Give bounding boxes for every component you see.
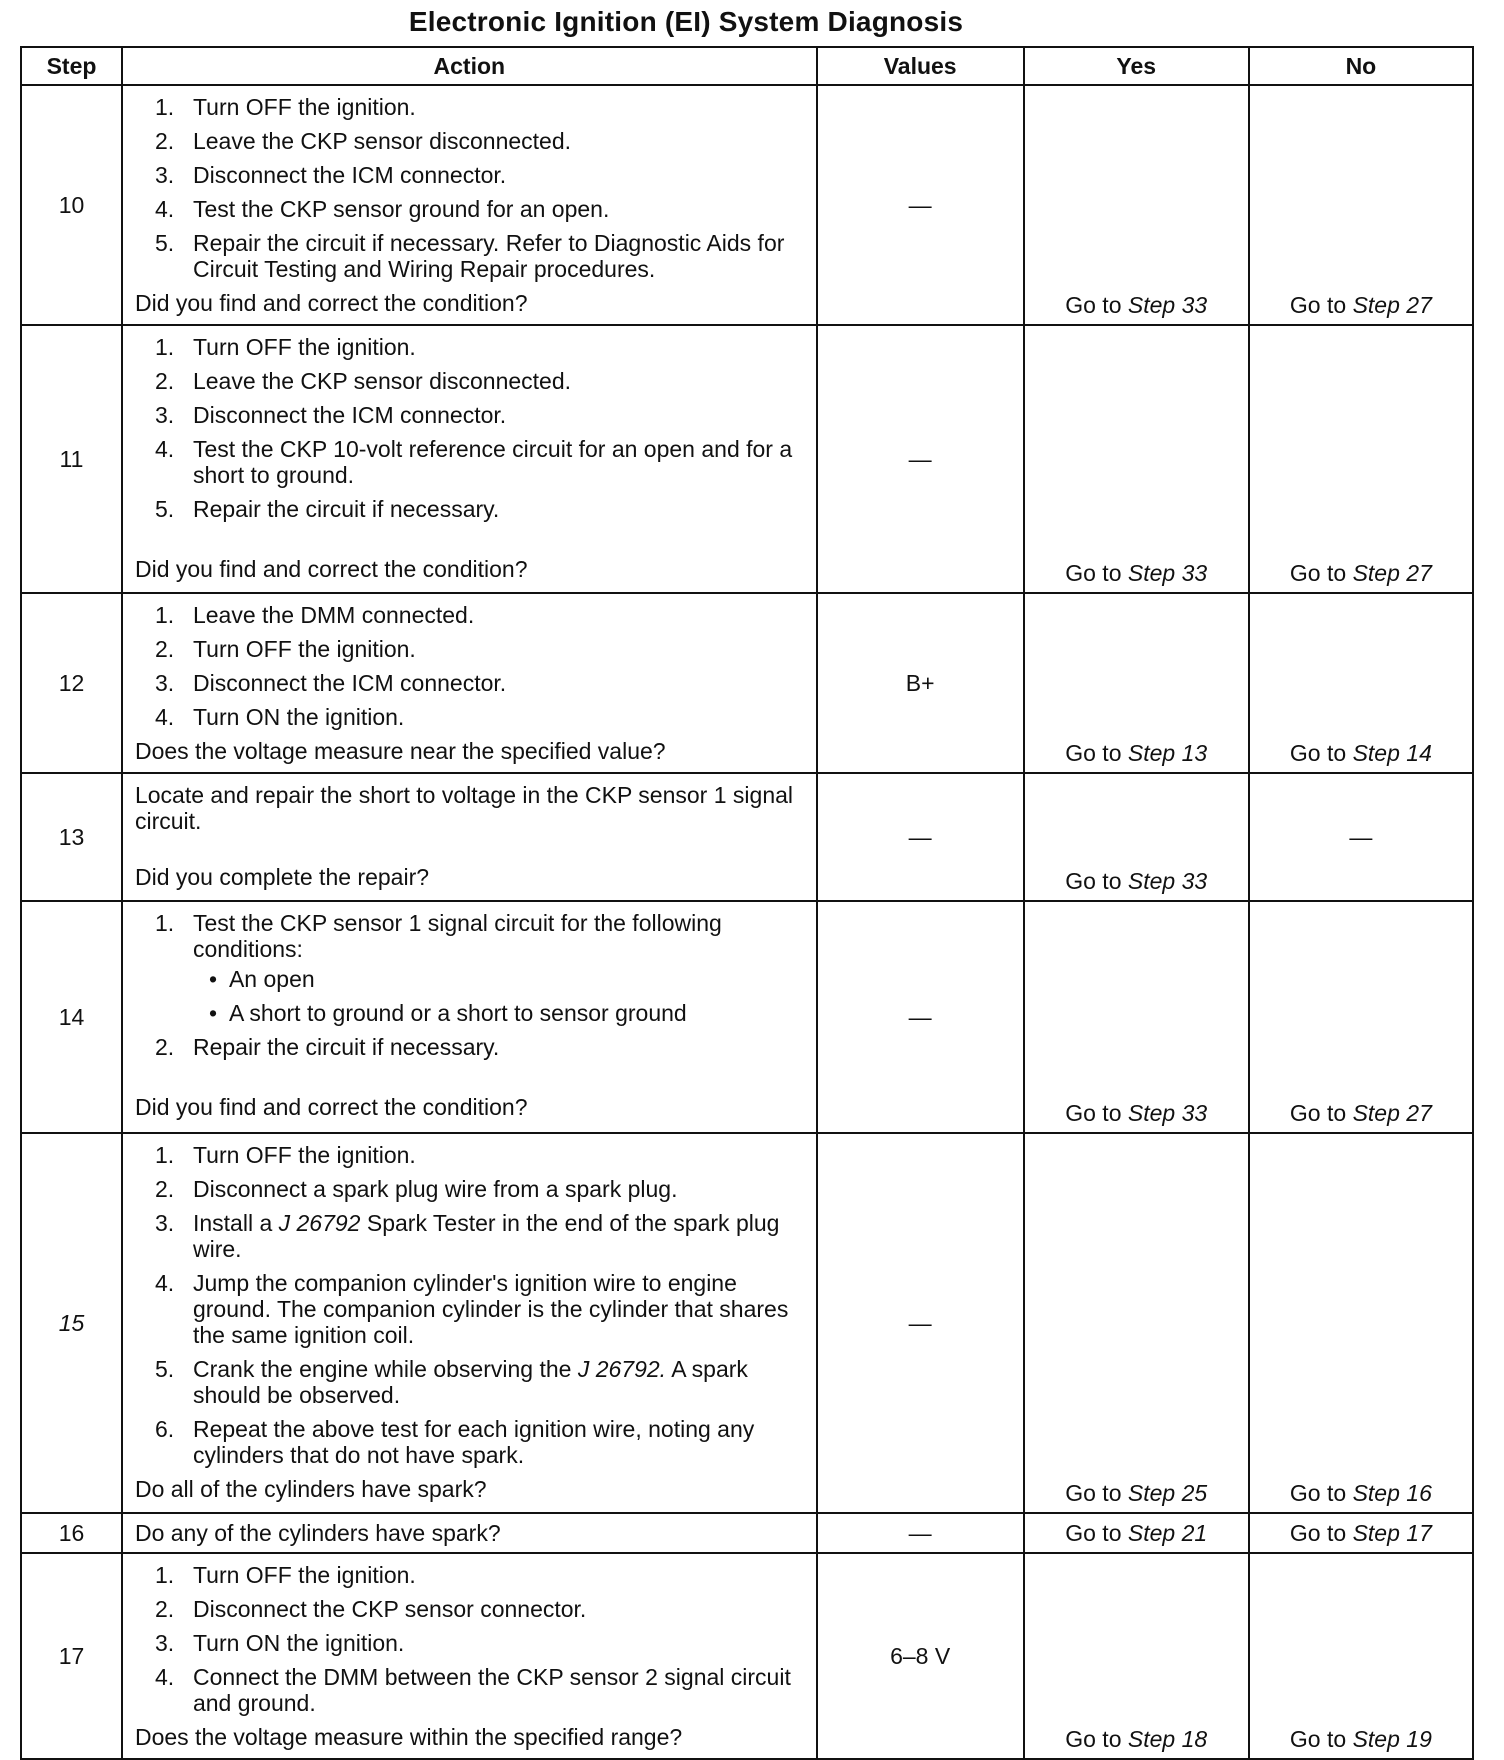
action-step: 2. Disconnect the CKP sensor connector. (154, 1596, 587, 1622)
action-cell (122, 1553, 817, 1759)
yes-step-ref: Step 33 (1127, 292, 1208, 318)
no-step-ref: Step 17 (1352, 1520, 1432, 1546)
header-values: Values (817, 47, 1024, 85)
yes-step-ref: Step 25 (1127, 1480, 1208, 1506)
no-step-ref: Step 14 (1352, 740, 1432, 766)
step-number: 15 (21, 1133, 122, 1513)
yes-cell: Go to Step 25 (1024, 1133, 1249, 1513)
action-question: Did you find and correct the condition? (134, 1094, 528, 1120)
table-row (21, 1553, 1473, 1759)
table-row (21, 1133, 1473, 1513)
yes-step-ref: Step 33 (1127, 560, 1208, 586)
action-question: Does the voltage measure within the specified range? (134, 1724, 683, 1750)
condition-item: • A short to ground or a short to sensor ground (208, 1000, 687, 1026)
action-steps (135, 602, 806, 730)
yes-step-ref: Step 13 (1127, 740, 1208, 766)
action-step: 4. Turn ON the ignition. (154, 704, 405, 730)
yes-cell: Go to Step 33 (1024, 773, 1249, 901)
action-cell (122, 1133, 817, 1513)
action-step: 5. Repair the circuit if necessary. (154, 496, 500, 522)
action-step: 3. Disconnect the ICM connector. (154, 402, 507, 428)
yes-cell: Go to Step 13 (1024, 593, 1249, 773)
yes-cell: Go to Step 33 (1024, 325, 1249, 593)
action-question: Does the voltage measure near the specified value? (134, 738, 666, 764)
value-cell: — (817, 85, 1024, 325)
step-number: 14 (21, 901, 122, 1133)
action-step: 4. Test the CKP sensor ground for an open. (154, 196, 610, 222)
table-row (21, 1513, 1473, 1553)
action-question: Do all of the cylinders have spark? (134, 1476, 487, 1502)
value-cell: — (817, 773, 1024, 901)
header-no: No (1249, 47, 1473, 85)
action-step: 2. Disconnect a spark plug wire from a spark plug. (154, 1176, 678, 1202)
action-step: 1. Turn OFF the ignition. (154, 1562, 416, 1588)
no-cell: Go to Step 19 (1249, 1553, 1473, 1759)
header-yes: Yes (1024, 47, 1249, 85)
condition-list (193, 966, 806, 1026)
action-cell (122, 593, 817, 773)
no-cell: Go to Step 17 (1249, 1513, 1473, 1553)
no-cell: Go to Step 27 (1249, 901, 1473, 1133)
action-step: 2. Turn OFF the ignition. (154, 636, 416, 662)
table-row (21, 325, 1473, 593)
action-question: Do any of the cylinders have spark? (134, 1520, 501, 1546)
action-step: 6. Repeat the above test for each ignition wire, noting any cylinders that do not have spark. (154, 1416, 755, 1468)
step-number: 10 (21, 85, 122, 325)
action-cell (122, 773, 817, 901)
action-step: 1. Leave the DMM connected. (154, 602, 475, 628)
header-step: Step (21, 47, 122, 85)
page-title: Electronic Ignition (EI) System Diagnosis (408, 6, 964, 37)
table-row (21, 901, 1473, 1133)
step-number: 11 (21, 325, 122, 593)
yes-cell: Go to Step 33 (1024, 901, 1249, 1133)
header-action: Action (122, 47, 817, 85)
no-step-ref: Step 27 (1352, 292, 1432, 318)
action-paragraph: Locate and repair the short to voltage in the CKP sensor 1 signal circuit. (134, 782, 794, 834)
yes-step-ref: Step 33 (1127, 868, 1208, 894)
action-cell (122, 325, 817, 593)
action-step: 2. Leave the CKP sensor disconnected. (154, 128, 572, 154)
action-steps (135, 94, 806, 282)
yes-step-ref: Step 33 (1127, 1100, 1208, 1126)
action-step: 2. Repair the circuit if necessary. (154, 1034, 500, 1060)
no-step-ref: Step 16 (1352, 1480, 1432, 1506)
action-step: 4. Connect the DMM between the CKP sensor 2 signal circuit and ground. (154, 1664, 791, 1716)
value-cell: — (817, 1513, 1024, 1553)
condition-item: • An open (208, 966, 315, 992)
value-cell: B+ (817, 593, 1024, 773)
action-question: Did you complete the repair? (134, 864, 430, 890)
action-step: 1. Turn OFF the ignition. (154, 94, 416, 120)
action-steps (135, 1562, 806, 1716)
no-cell: Go to Step 27 (1249, 85, 1473, 325)
no-cell: — (1249, 773, 1473, 901)
action-step: 1. Turn OFF the ignition. (154, 1142, 416, 1168)
no-step-ref: Step 27 (1352, 560, 1432, 586)
action-question: Did you find and correct the condition? (134, 290, 528, 316)
tool-ref: J 26792. (577, 1356, 667, 1382)
value-cell: — (817, 325, 1024, 593)
action-step: 3. Disconnect the ICM connector. (154, 670, 507, 696)
action-step: 5. Crank the engine while observing the J 26792. A spark should be observed. (154, 1356, 748, 1408)
tool-ref: J 26792 (278, 1210, 361, 1236)
yes-cell: Go to Step 33 (1024, 85, 1249, 325)
no-step-ref: Step 27 (1352, 1100, 1432, 1126)
action-step: 3. Install a J 26792 Spark Tester in the end of the spark plug wire. (154, 1210, 780, 1262)
table-row (21, 773, 1473, 901)
action-steps (135, 1142, 806, 1468)
no-step-ref: Step 19 (1352, 1726, 1432, 1752)
no-cell: Go to Step 27 (1249, 325, 1473, 593)
action-step: 5. Repair the circuit if necessary. Refer to Diagnostic Aids for Circuit Testing and Wiring Repair procedures. (154, 230, 785, 282)
value-cell: — (817, 1133, 1024, 1513)
action-step: 1. Turn OFF the ignition. (154, 334, 416, 360)
action-step: 2. Leave the CKP sensor disconnected. (154, 368, 572, 394)
step-number: 12 (21, 593, 122, 773)
value-cell: 6–8 V (817, 1553, 1024, 1759)
no-cell: Go to Step 14 (1249, 593, 1473, 773)
step-number: 16 (21, 1513, 122, 1553)
yes-cell: Go to Step 18 (1024, 1553, 1249, 1759)
step-number: 17 (21, 1553, 122, 1759)
step-number: 13 (21, 773, 122, 901)
value-cell: — (817, 901, 1024, 1133)
action-step: 4. Test the CKP 10-volt reference circuit for an open and for a short to ground. (154, 436, 793, 488)
action-steps (135, 910, 806, 1060)
no-cell: Go to Step 16 (1249, 1133, 1473, 1513)
header-row (21, 47, 1473, 85)
diagnosis-table (20, 46, 1474, 1760)
action-step: 4. Jump the companion cylinder's ignition wire to engine ground. The companion cylinder is the cylinder that shares the same ignition coil. (154, 1270, 789, 1348)
action-cell (122, 1513, 817, 1553)
action-steps (135, 334, 806, 522)
table-row (21, 593, 1473, 773)
action-cell (122, 85, 817, 325)
yes-step-ref: Step 21 (1127, 1520, 1208, 1546)
action-step: 3. Turn ON the ignition. (154, 1630, 405, 1656)
yes-step-ref: Step 18 (1127, 1726, 1208, 1752)
action-cell (122, 901, 817, 1133)
table-row (21, 85, 1473, 325)
action-step: 1. Test the CKP sensor 1 signal circuit for the following conditions: • An open • A short to ground or a short to sensor ground (135, 910, 806, 1026)
action-step: 3. Disconnect the ICM connector. (154, 162, 507, 188)
action-question: Did you find and correct the condition? (134, 556, 528, 582)
yes-cell: Go to Step 21 (1024, 1513, 1249, 1553)
